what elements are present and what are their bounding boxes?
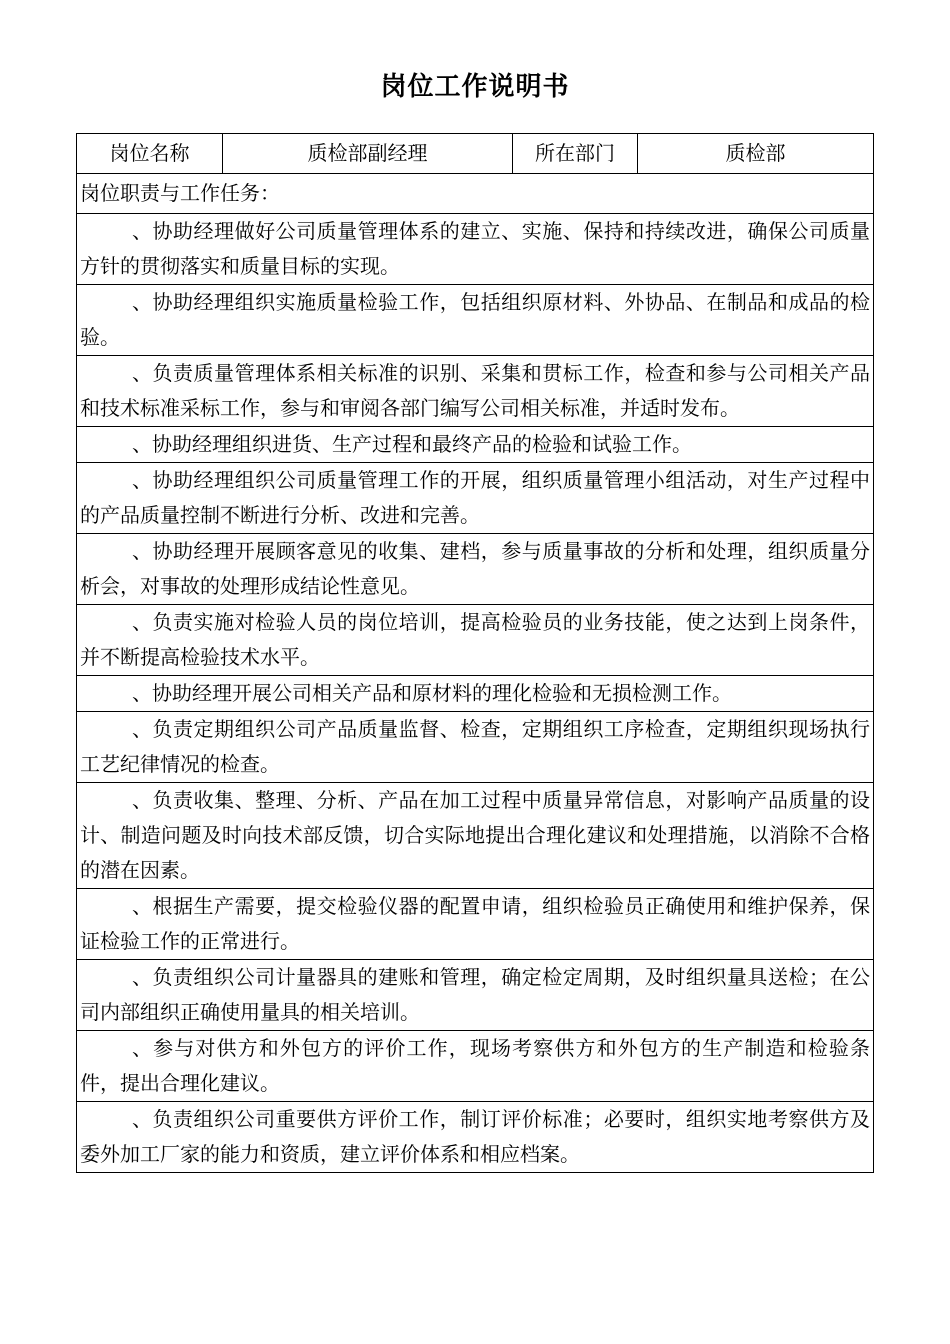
duty-item: 、负责实施对检验人员的岗位培训，提高检验员的业务技能，使之达到上岗条件，并不断提高检验技术水平。	[77, 605, 874, 676]
duty-item: 、协助经理组织公司质量管理工作的开展，组织质量管理小组活动，对生产过程中的产品质量控制不断进行分析、改进和完善。	[77, 463, 874, 534]
duty-item: 、负责质量管理体系相关标准的识别、采集和贯标工作，检查和参与公司相关产品和技术标准采标工作，参与和审阅各部门编写公司相关标准，并适时发布。	[77, 356, 874, 427]
duty-item: 、协助经理开展公司相关产品和原材料的理化检验和无损检测工作。	[77, 676, 874, 712]
department-value: 质检部	[638, 134, 874, 174]
duty-row	[77, 960, 874, 1031]
duty-item: 、协助经理做好公司质量管理体系的建立、实施、保持和持续改进，确保公司质量方针的贯彻落实和质量目标的实现。	[77, 214, 874, 285]
job-description-table	[76, 133, 874, 1173]
duty-item: 、负责组织公司计量器具的建账和管理，确定检定周期，及时组织量具送检；在公司内部组织正确使用量具的相关培训。	[77, 960, 874, 1031]
duty-item: 、根据生产需要，提交检验仪器的配置申请，组织检验员正确使用和维护保养，保证检验工作的正常进行。	[77, 889, 874, 960]
position-label: 岗位名称	[77, 134, 223, 174]
duty-row	[77, 356, 874, 427]
duty-item: 、参与对供方和外包方的评价工作，现场考察供方和外包方的生产制造和检验条件，提出合理化建议。	[77, 1031, 874, 1102]
duty-item: 、协助经理开展顾客意见的收集、建档，参与质量事故的分析和处理，组织质量分析会，对事故的处理形成结论性意见。	[77, 534, 874, 605]
duty-item: 、协助经理组织实施质量检验工作，包括组织原材料、外协品、在制品和成品的检验。	[77, 285, 874, 356]
duty-row	[77, 605, 874, 676]
duty-row	[77, 214, 874, 285]
duty-item: 、负责组织公司重要供方评价工作，制订评价标准；必要时，组织实地考察供方及委外加工厂家的能力和资质，建立评价体系和相应档案。	[77, 1102, 874, 1173]
duties-heading-row	[77, 174, 874, 214]
header-row	[77, 134, 874, 174]
duty-item: 、负责定期组织公司产品质量监督、检查，定期组织工序检查，定期组织现场执行工艺纪律情况的检查。	[77, 712, 874, 783]
department-label: 所在部门	[513, 134, 638, 174]
duty-row	[77, 783, 874, 889]
duty-item: 、负责收集、整理、分析、产品在加工过程中质量异常信息，对影响产品质量的设计、制造问题及时向技术部反馈，切合实际地提出合理化建议和处理措施，以消除不合格的潜在因素。	[77, 783, 874, 889]
duty-row	[77, 463, 874, 534]
duty-row	[77, 712, 874, 783]
duty-row	[77, 676, 874, 712]
duty-row	[77, 1102, 874, 1173]
duty-row	[77, 534, 874, 605]
duty-row	[77, 285, 874, 356]
duty-row	[77, 427, 874, 463]
duty-item: 、协助经理组织进货、生产过程和最终产品的检验和试验工作。	[77, 427, 874, 463]
duty-row	[77, 889, 874, 960]
position-value: 质检部副经理	[223, 134, 513, 174]
page-title: 岗位工作说明书	[380, 72, 570, 102]
duty-row	[77, 1031, 874, 1102]
duties-heading: 岗位职责与工作任务：	[77, 174, 874, 214]
